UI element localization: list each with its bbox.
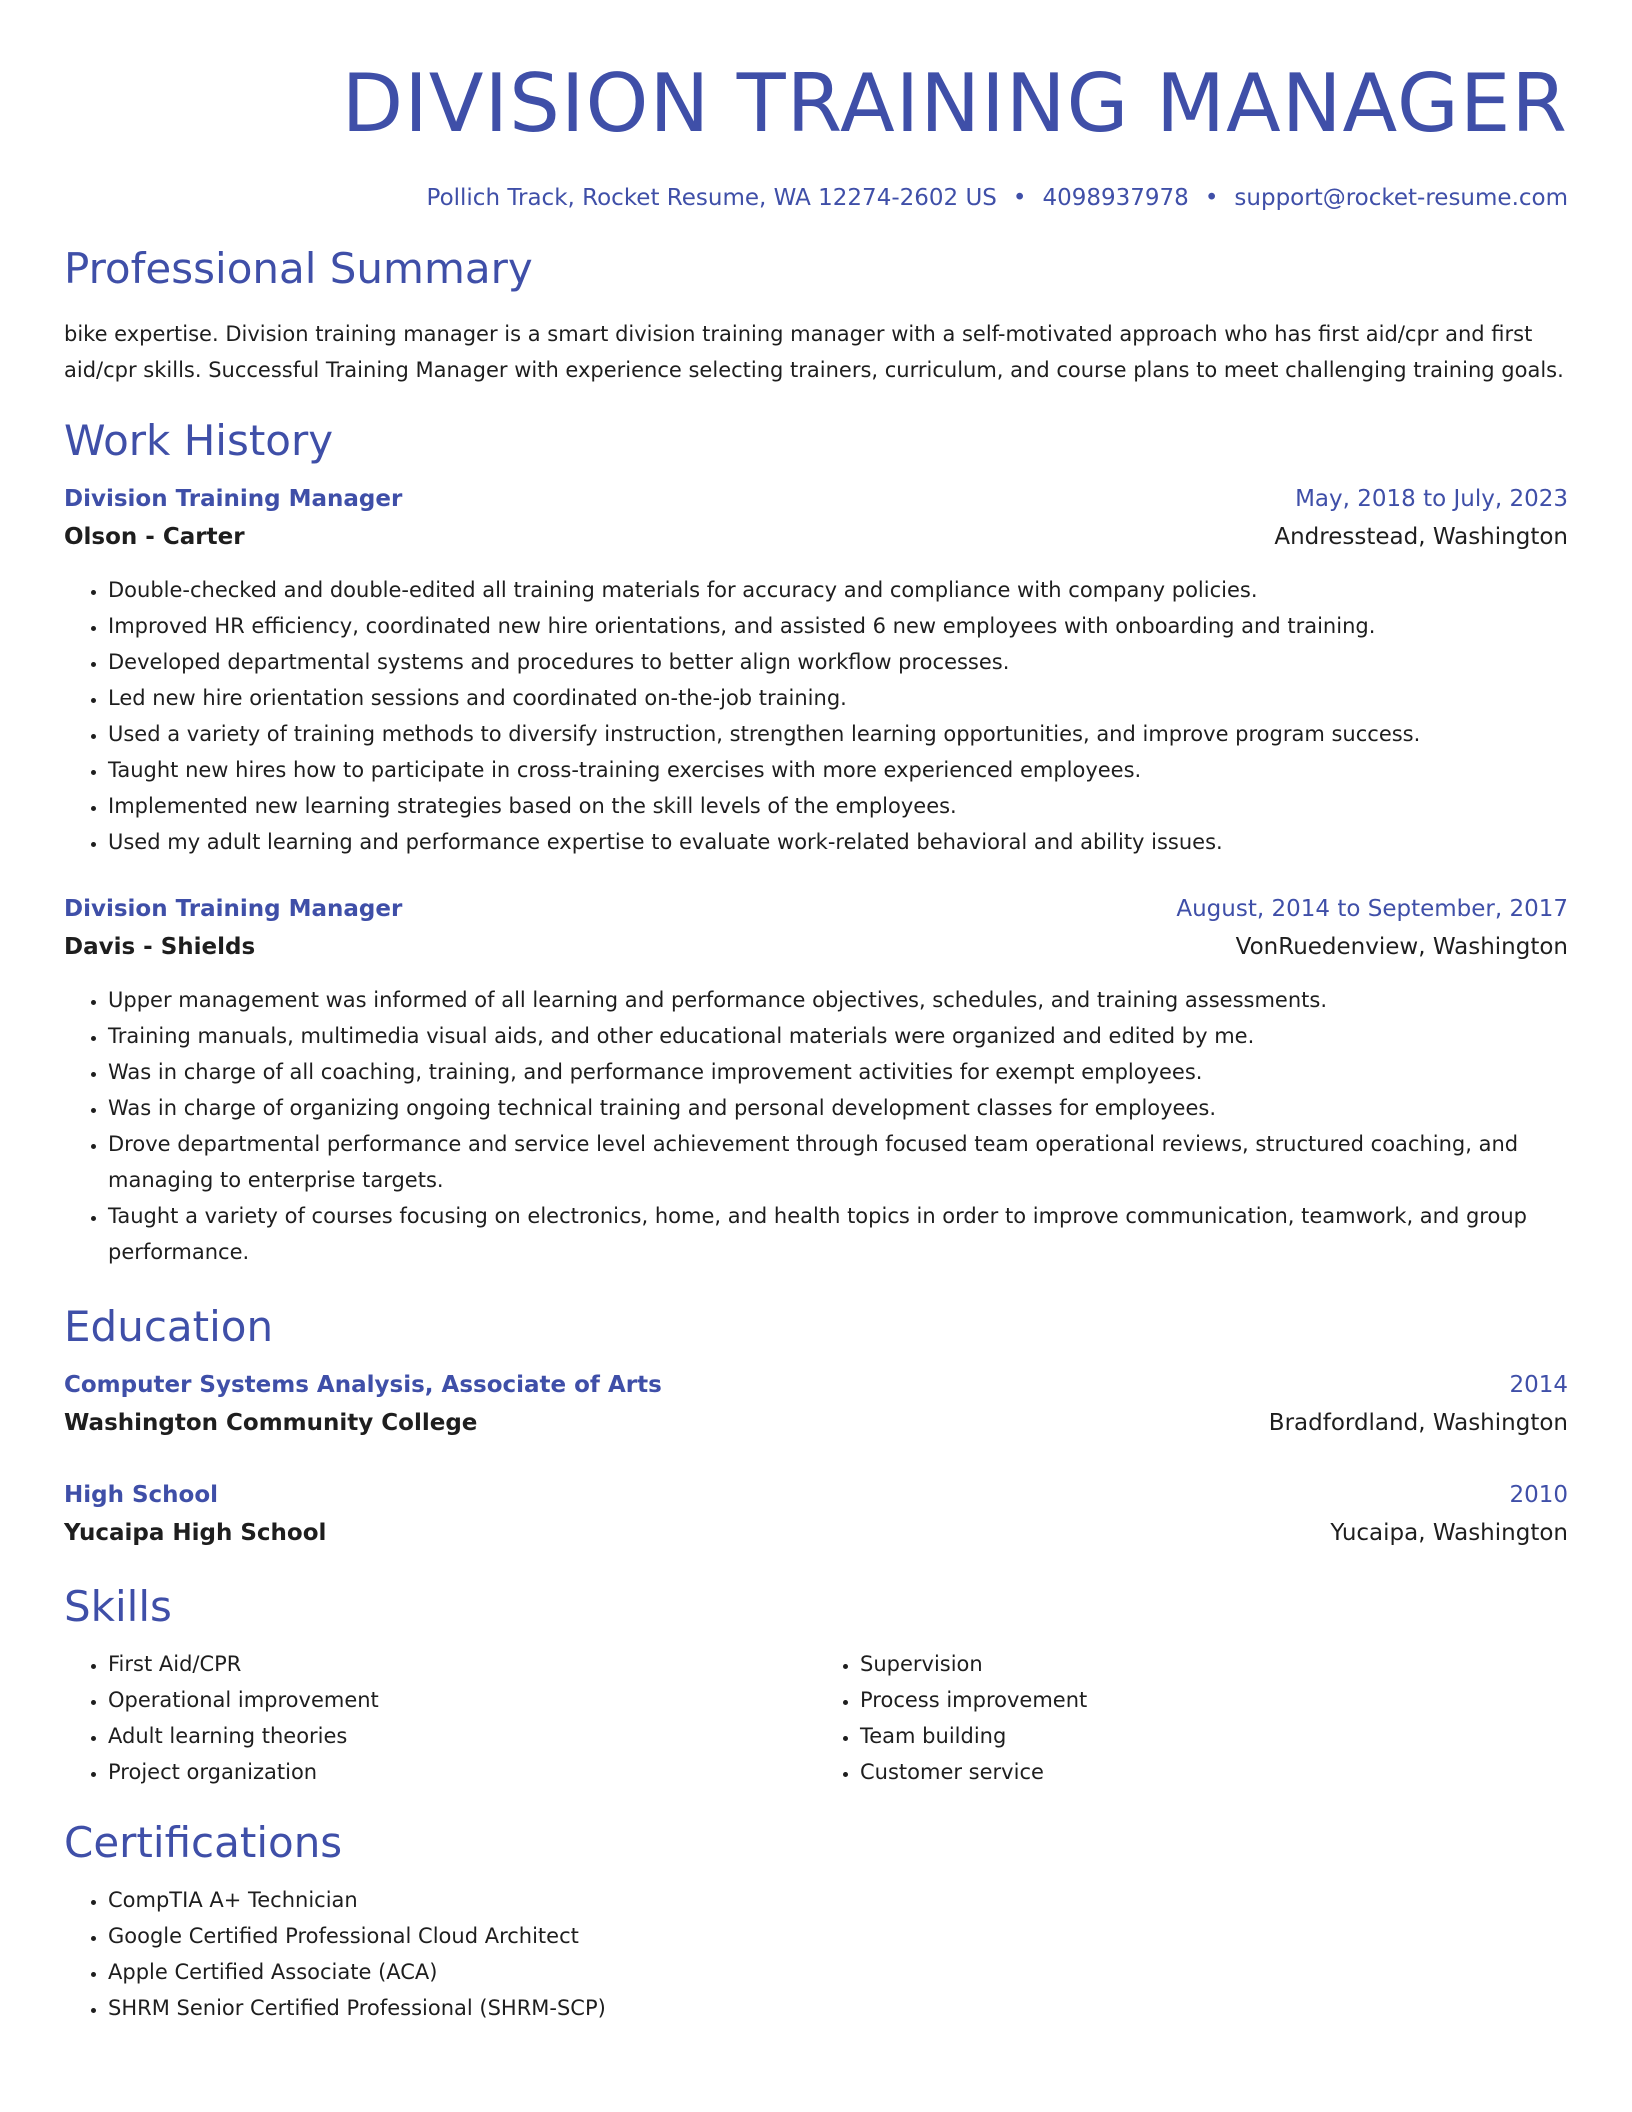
skills-columns <box>64 1646 1568 1790</box>
job-company: Olson - Carter <box>64 524 245 550</box>
job-bullet-list <box>64 982 1568 1270</box>
job-entry <box>64 890 1568 1270</box>
contact-line <box>64 182 1568 214</box>
skill-item: • First Aid/CPR <box>108 1646 816 1682</box>
certification-item: • CompTIA A+ Technician <box>108 1882 1568 1918</box>
job-bullet: • Implemented new learning strategies based on the skill levels of the employees. <box>108 788 1568 824</box>
job-bullet: • Was in charge of all coaching, training, and performance improvement activities for exempt employees. <box>108 1054 1568 1090</box>
skill-item: • Process improvement <box>860 1682 1568 1718</box>
contact-address: Pollich Track, Rocket Resume, WA 12274-2602 US <box>426 185 997 211</box>
certification-item: • Google Certified Professional Cloud Architect <box>108 1918 1568 1954</box>
education-degree: Computer Systems Analysis, Associate of Arts <box>64 1372 662 1398</box>
job-bullet: • Taught new hires how to participate in cross-training exercises with more experienced employees. <box>108 752 1568 788</box>
job-dates: August, 2014 to September, 2017 <box>1176 896 1568 922</box>
education-school: Washington Community College <box>64 1410 478 1436</box>
job-bullet: • Training manuals, multimedia visual aids, and other educational materials were organized and edited by me. <box>108 1018 1568 1054</box>
contact-email[interactable]: support@rocket-resume.com <box>1234 185 1568 211</box>
job-location: Andresstead, Washington <box>1274 524 1568 550</box>
section-heading-certifications: Certifications <box>64 1818 343 1867</box>
job-role: Division Training Manager <box>64 486 403 512</box>
job-bullet: • Improved HR efficiency, coordinated new hire orientations, and assisted 6 new employees with onboarding and training. <box>108 608 1568 644</box>
education-year: 2010 <box>1509 1482 1568 1508</box>
education-entry <box>64 1366 1568 1442</box>
job-bullet: • Was in charge of organizing ongoing technical training and personal development classes for employees. <box>108 1090 1568 1126</box>
job-bullet: • Used my adult learning and performance expertise to evaluate work-related behavioral and ability issues. <box>108 824 1568 860</box>
education-location: Yucaipa, Washington <box>1330 1520 1568 1546</box>
section-heading-skills: Skills <box>64 1582 172 1631</box>
section-heading-summary: Professional Summary <box>64 244 533 293</box>
job-company: Davis - Shields <box>64 934 256 960</box>
certification-item: • Apple Certified Associate (ACA) <box>108 1954 1568 1990</box>
job-bullet: • Taught a variety of courses focusing on electronics, home, and health topics in order to improve communication, teamwork, and group performance. <box>108 1198 1568 1270</box>
skills-list-left <box>64 1646 816 1790</box>
job-bullet-list <box>64 572 1568 860</box>
job-role: Division Training Manager <box>64 896 403 922</box>
education-degree: High School <box>64 1482 219 1508</box>
section-heading-work-history: Work History <box>64 416 334 465</box>
contact-separator: • <box>1204 185 1219 211</box>
education-location: Bradfordland, Washington <box>1268 1410 1568 1436</box>
skills-list-right <box>816 1646 1568 1790</box>
job-bullet: • Upper management was informed of all learning and performance objectives, schedules, and training assessments. <box>108 982 1568 1018</box>
job-bullet: • Used a variety of training methods to diversify instruction, strengthen learning opportunities, and improve program success. <box>108 716 1568 752</box>
resume-title: DIVISION TRAINING MANAGER <box>341 57 1568 150</box>
skill-item: • Operational improvement <box>108 1682 816 1718</box>
resume-page <box>64 0 1568 2026</box>
section-heading-education: Education <box>64 1302 274 1351</box>
certification-item: • SHRM Senior Certified Professional (SHRM-SCP) <box>108 1990 1568 2026</box>
skill-item: • Project organization <box>108 1754 816 1790</box>
job-location: VonRuedenview, Washington <box>1235 934 1568 960</box>
summary-text: bike expertise. Division training manager is a smart division training manager with a self-motivated approach who has first aid/cpr and first aid/cpr skills. Successful Training Manager with experience selecting trainers, curriculum, and course plans to meet challenging training goals. <box>64 322 1564 382</box>
education-year: 2014 <box>1509 1372 1568 1398</box>
education-school: Yucaipa High School <box>64 1520 327 1546</box>
contact-separator: • <box>1012 185 1027 211</box>
job-bullet: • Drove departmental performance and service level achievement through focused team operational reviews, structured coaching, and managing to enterprise targets. <box>108 1126 1568 1198</box>
contact-phone[interactable]: 4098937978 <box>1042 185 1189 211</box>
job-dates: May, 2018 to July, 2023 <box>1295 486 1568 512</box>
skill-item: • Supervision <box>860 1646 1568 1682</box>
skill-item: • Team building <box>860 1718 1568 1754</box>
education-entry <box>64 1476 1568 1552</box>
job-entry <box>64 480 1568 860</box>
job-bullet: • Double-checked and double-edited all training materials for accuracy and compliance with company policies. <box>108 572 1568 608</box>
job-bullet: • Led new hire orientation sessions and coordinated on-the-job training. <box>108 680 1568 716</box>
skill-item: • Adult learning theories <box>108 1718 816 1754</box>
job-bullet: • Developed departmental systems and procedures to better align workflow processes. <box>108 644 1568 680</box>
skill-item: • Customer service <box>860 1754 1568 1790</box>
certifications-list <box>64 1882 1568 2026</box>
